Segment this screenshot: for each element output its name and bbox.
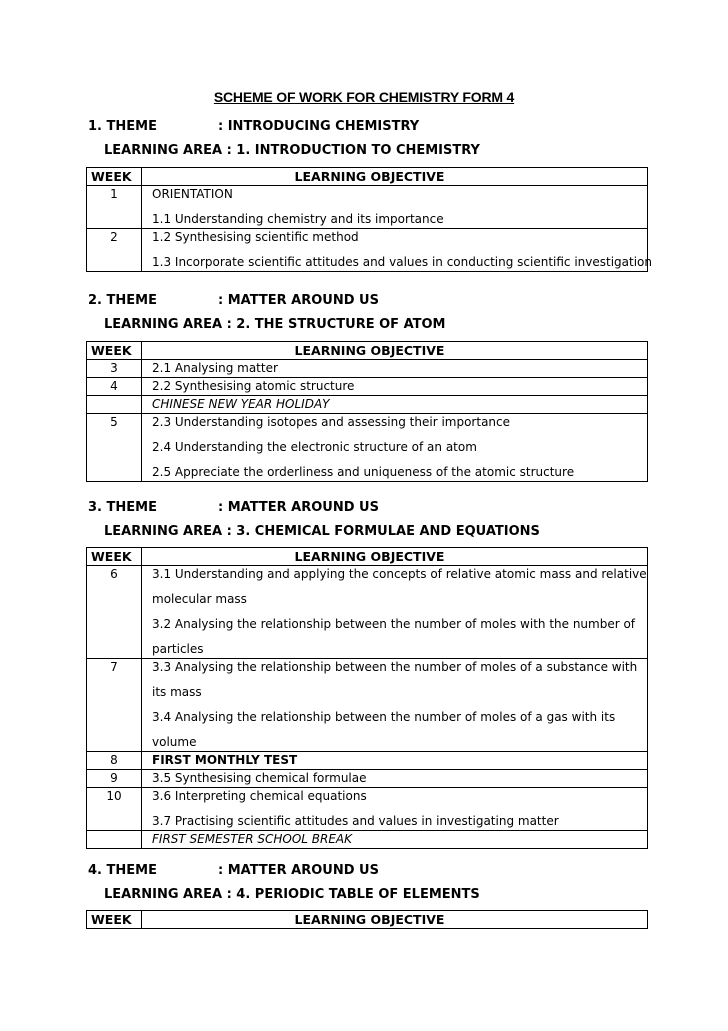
objective-cell (142, 414, 648, 482)
objective-line: volume (152, 735, 197, 749)
objective-line: 2.1 Analysing matter (152, 361, 278, 375)
theme-value: : MATTER AROUND US (218, 293, 379, 308)
objective-line: 2.3 Understanding isotopes and assessing their importance (152, 415, 511, 429)
week-cell: 10 (87, 788, 142, 831)
objective-line: 3.2 Analysing the relationship between the number of moles with the number of (152, 617, 636, 631)
objectives-table-2 (86, 341, 648, 482)
objective-line: ORIENTATION (152, 187, 233, 201)
week-cell: 6 (87, 566, 142, 659)
objective-cell (142, 659, 648, 752)
objective-cell (142, 752, 648, 770)
theme-value: : MATTER AROUND US (218, 863, 379, 878)
objective-header: LEARNING OBJECTIVE (142, 548, 648, 566)
week-header: WEEK (87, 548, 142, 566)
week-header: WEEK (87, 168, 142, 186)
objective-cell (142, 229, 653, 272)
table-row (87, 396, 648, 414)
objective-cell (142, 378, 648, 396)
table-row (87, 770, 648, 788)
holiday-line: CHINESE NEW YEAR HOLIDAY (152, 397, 330, 411)
objective-line: 1.2 Synthesising scientific method (152, 230, 359, 244)
objective-line: 1.3 Incorporate scientific attitudes and values in conducting scientific investigation (152, 255, 653, 269)
week-cell: 7 (87, 659, 142, 752)
objective-cell (142, 831, 648, 849)
theme-label: 1. THEME (88, 119, 157, 134)
week-cell: 8 (87, 752, 142, 770)
objective-cell (142, 396, 648, 414)
objective-cell (142, 186, 648, 229)
learning-area-4: LEARNING AREA : 4. PERIODIC TABLE OF ELEMENTS (104, 887, 480, 902)
objective-line: 3.6 Interpreting chemical equations (152, 789, 367, 803)
objective-line: its mass (152, 685, 202, 699)
week-header: WEEK (87, 342, 142, 360)
learning-area-2: LEARNING AREA : 2. THE STRUCTURE OF ATOM (104, 317, 446, 332)
week-cell: 3 (87, 360, 142, 378)
theme-heading-1 (88, 119, 419, 134)
objective-line: 3.1 Understanding and applying the concepts of relative atomic mass and relative (152, 567, 647, 581)
week-cell: 5 (87, 414, 142, 482)
table-row (87, 229, 648, 272)
table-row (87, 360, 648, 378)
objectives-table-3 (86, 547, 648, 849)
table-row (87, 414, 648, 482)
week-cell: 4 (87, 378, 142, 396)
week-cell: 9 (87, 770, 142, 788)
learning-area-1: LEARNING AREA : 1. INTRODUCTION TO CHEMISTRY (104, 143, 480, 158)
objective-cell (142, 770, 648, 788)
objective-line: 2.4 Understanding the electronic structure of an atom (152, 440, 477, 454)
objective-header: LEARNING OBJECTIVE (142, 342, 648, 360)
theme-label: 3. THEME (88, 500, 157, 515)
objective-line: molecular mass (152, 592, 247, 606)
theme-value: : INTRODUCING CHEMISTRY (218, 119, 420, 134)
table-header-row (87, 168, 648, 186)
objective-cell (142, 566, 648, 659)
table-row (87, 659, 648, 752)
break-line: FIRST SEMESTER SCHOOL BREAK (152, 832, 352, 846)
theme-heading-2 (88, 293, 379, 308)
theme-label: 4. THEME (88, 863, 157, 878)
objectives-table-4 (86, 910, 648, 929)
objective-line: 1.1 Understanding chemistry and its importance (152, 212, 444, 226)
objective-header: LEARNING OBJECTIVE (142, 168, 648, 186)
objective-cell (142, 788, 648, 831)
learning-area-3: LEARNING AREA : 3. CHEMICAL FORMULAE AND EQUATIONS (104, 524, 540, 539)
test-line: FIRST MONTHLY TEST (152, 753, 298, 767)
objective-line: 3.4 Analysing the relationship between the number of moles of a gas with its (152, 710, 616, 724)
table-header-row (87, 548, 648, 566)
table-row (87, 831, 648, 849)
objective-cell (142, 360, 648, 378)
objective-line: particles (152, 642, 204, 656)
week-header: WEEK (87, 911, 142, 929)
theme-label: 2. THEME (88, 293, 157, 308)
page-title: SCHEME OF WORK FOR CHEMISTRY FORM 4 (213, 89, 515, 105)
week-cell (87, 396, 142, 414)
theme-heading-3 (88, 500, 379, 515)
theme-value: : MATTER AROUND US (218, 500, 379, 515)
theme-heading-4 (88, 863, 379, 878)
objective-line: 3.7 Practising scientific attitudes and values in investigating matter (152, 814, 559, 828)
objective-header: LEARNING OBJECTIVE (142, 911, 648, 929)
table-row (87, 788, 648, 831)
table-header-row (87, 911, 648, 929)
table-header-row (87, 342, 648, 360)
table-row (87, 186, 648, 229)
objectives-table-1 (86, 167, 653, 272)
week-cell: 2 (87, 229, 142, 272)
table-row (87, 752, 648, 770)
table-row (87, 378, 648, 396)
objective-line: 3.3 Analysing the relationship between the number of moles of a substance with (152, 660, 638, 674)
objective-line: 3.5 Synthesising chemical formulae (152, 771, 367, 785)
week-cell: 1 (87, 186, 142, 229)
week-cell (87, 831, 142, 849)
objective-line: 2.5 Appreciate the orderliness and uniqueness of the atomic structure (152, 465, 575, 479)
objective-line: 2.2 Synthesising atomic structure (152, 379, 355, 393)
table-row (87, 566, 648, 659)
